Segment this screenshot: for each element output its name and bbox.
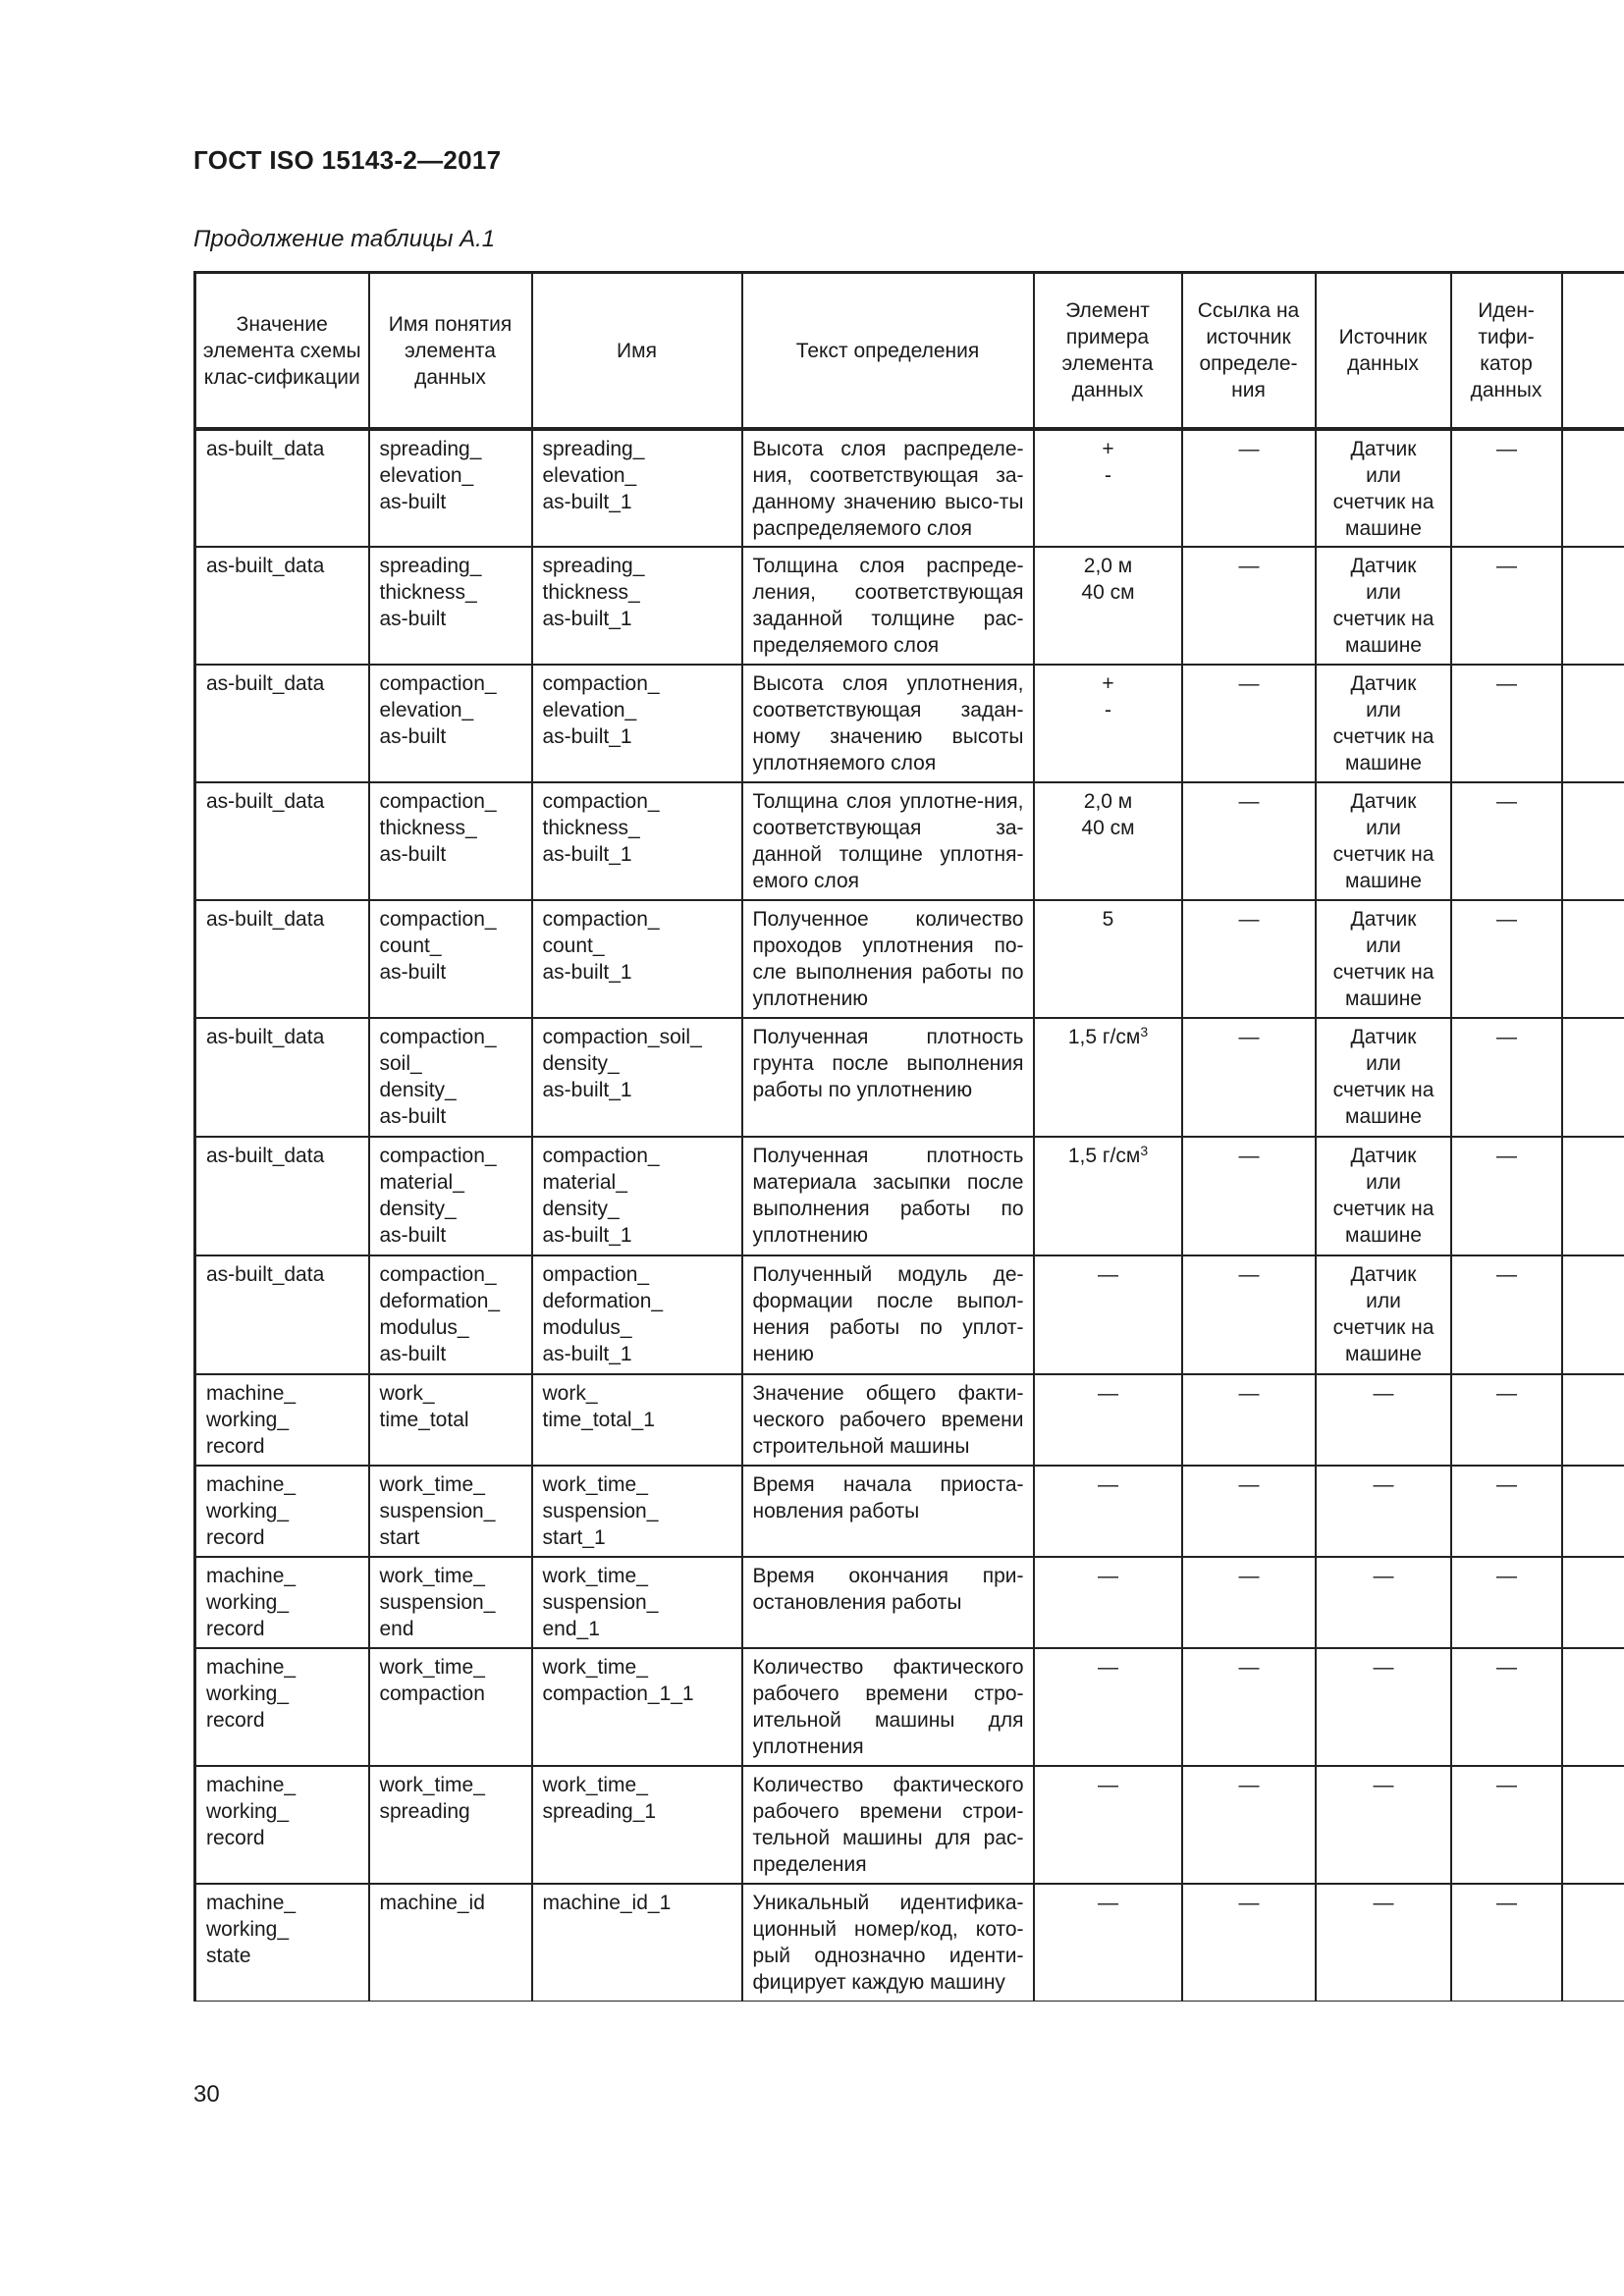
cell-concept-text: machine_id [379,1892,485,1914]
document-header: ГОСТ ISO 15143-2—2017 [193,145,502,175]
cell-extra [1562,1466,1624,1557]
cell-identifier [1451,1255,1562,1374]
cell-reference-text: — [1238,438,1260,460]
cell-concept [369,429,532,547]
cell-example [1034,1137,1182,1255]
cell-concept [369,1466,532,1557]
cell-example [1034,1557,1182,1648]
cell-source [1316,1255,1451,1374]
cell-concept [369,1374,532,1466]
header-example: Элемент примера элемента данных [1034,273,1182,430]
cell-source [1316,900,1451,1018]
cell-source-text: — [1373,1565,1394,1587]
cell-source [1316,782,1451,900]
cell-reference [1182,429,1316,547]
cell-extra [1562,1557,1624,1648]
cell-identifier [1451,1557,1562,1648]
cell-reference-text: — [1238,672,1260,695]
cell-extra [1562,547,1624,665]
cell-definition [742,547,1034,665]
cell-definition-text: Уникальный идентифика-ционный номер/код, кото-рый однозначно иденти-фицирует каждую машину [752,1892,1024,1994]
cell-reference [1182,1466,1316,1557]
cell-example [1034,1374,1182,1466]
cell-name [532,665,742,782]
table-row [195,1884,1624,2002]
table-row [195,900,1624,1018]
cell-name-text: compaction_ material_ density_ as-built_1 [542,1145,660,1247]
cell-definition [742,1466,1034,1557]
cell-example [1034,1018,1182,1137]
cell-schema [195,547,369,665]
cell-name-text: spreading_ thickness_ as-built_1 [542,555,645,630]
cell-source-text: Датчик или счетчик на машине [1332,1026,1435,1128]
cell-source [1316,547,1451,665]
table-row [195,1137,1624,1255]
cell-source [1316,1766,1451,1884]
cell-reference [1182,665,1316,782]
cell-reference [1182,1018,1316,1137]
cell-schema [195,1018,369,1137]
cell-name-text: spreading_ elevation_ as-built_1 [542,438,645,513]
cell-definition [742,1648,1034,1766]
cell-identifier-text: — [1496,438,1517,460]
cell-example [1034,1255,1182,1374]
cell-definition [742,1137,1034,1255]
cell-source-text: — [1373,1473,1394,1496]
cell-example [1034,665,1182,782]
cell-name [532,1766,742,1884]
header-definition: Текст определения [742,273,1034,430]
cell-identifier [1451,900,1562,1018]
cell-name [532,900,742,1018]
example-unit-superscript: 3 [1140,1024,1149,1040]
header-reference: Ссылка на источник определе-ния [1182,273,1316,430]
cell-schema-text: machine_ working_ record [206,1656,297,1732]
cell-reference [1182,782,1316,900]
cell-definition [742,782,1034,900]
cell-source-text: Датчик или счетчик на машине [1332,555,1435,657]
cell-definition-text: Толщина слоя уплотне-ния, соответствующая за-данной толщине уплотня-емого слоя [752,790,1024,892]
cell-identifier-text: — [1496,790,1517,813]
cell-schema-text: as-built_data [206,790,325,813]
cell-schema [195,1374,369,1466]
cell-name-text: compaction_ count_ as-built_1 [542,908,660,984]
cell-example-text: — [1098,1473,1118,1496]
cell-schema-text: machine_ working_ record [206,1565,297,1640]
table-caption: Продолжение таблицы А.1 [193,226,496,252]
cell-example [1034,1466,1182,1557]
cell-name-text: machine_id_1 [542,1892,672,1914]
cell-source [1316,1884,1451,2002]
cell-schema [195,1557,369,1648]
cell-name-text: work_ time_total_1 [542,1382,655,1431]
cell-reference-text: — [1238,1473,1260,1496]
cell-identifier [1451,429,1562,547]
cell-schema [195,429,369,547]
cell-example [1034,900,1182,1018]
table-row [195,1766,1624,1884]
cell-example-text: + - [1102,672,1114,721]
cell-extra [1562,782,1624,900]
cell-name [532,547,742,665]
cell-identifier [1451,1648,1562,1766]
cell-reference [1182,1374,1316,1466]
cell-definition [742,429,1034,547]
table-row [195,782,1624,900]
cell-concept-text: compaction_ soil_ density_ as-built [379,1026,497,1128]
table-row [195,547,1624,665]
cell-definition-text: Значение общего факти-ческого рабочего времени строительной машины [752,1382,1024,1458]
cell-reference-text: — [1238,908,1260,931]
cell-concept-text: work_time_ compaction [379,1656,485,1705]
cell-name-text: work_time_ suspension_ end_1 [542,1565,659,1640]
cell-source [1316,429,1451,547]
cell-reference [1182,1766,1316,1884]
cell-source [1316,665,1451,782]
cell-reference-text: — [1238,1565,1260,1587]
cell-definition-text: Полученная плотность грунта после выполнения работы по уплотнению [752,1026,1024,1101]
cell-schema [195,1884,369,2002]
cell-source [1316,1466,1451,1557]
cell-definition-text: Высота слоя распределе-ния, соответствующая за-данному значению высо-ты распределяемого слоя [752,438,1024,540]
cell-extra [1562,900,1624,1018]
cell-concept-text: work_time_ suspension_ start [379,1473,496,1549]
cell-concept [369,547,532,665]
cell-example [1034,1884,1182,2002]
cell-source [1316,1557,1451,1648]
header-identifier: Иден-тифи-катор данных [1451,273,1562,430]
cell-name [532,1557,742,1648]
cell-reference-text: — [1238,555,1260,577]
cell-identifier [1451,1884,1562,2002]
cell-extra [1562,1766,1624,1884]
cell-schema [195,1648,369,1766]
cell-identifier [1451,665,1562,782]
cell-concept [369,1137,532,1255]
cell-source [1316,1374,1451,1466]
cell-concept [369,1255,532,1374]
cell-concept-text: compaction_ count_ as-built [379,908,497,984]
cell-name [532,1018,742,1137]
cell-concept [369,1766,532,1884]
cell-source-text: Датчик или счетчик на машине [1332,1263,1435,1365]
cell-name-text: compaction_ elevation_ as-built_1 [542,672,660,748]
cell-concept-text: spreading_ elevation_ as-built [379,438,482,513]
cell-name [532,1466,742,1557]
cell-identifier-text: — [1496,1145,1517,1167]
cell-schema-text: machine_ working_ state [206,1892,297,1967]
cell-example-text: — [1098,1263,1118,1286]
table-row [195,429,1624,547]
cell-reference [1182,900,1316,1018]
table-row [195,665,1624,782]
cell-reference [1182,547,1316,665]
cell-source-text: Датчик или счетчик на машине [1332,1145,1435,1247]
cell-concept-text: compaction_ thickness_ as-built [379,790,497,866]
table-row [195,1018,1624,1137]
cell-source-text: Датчик или счетчик на машине [1332,908,1435,1010]
cell-source-text: — [1373,1892,1394,1914]
cell-source-text: — [1373,1382,1394,1405]
cell-definition [742,1766,1034,1884]
cell-definition [742,1557,1034,1648]
cell-example-text: — [1098,1656,1118,1679]
page-number: 30 [193,2081,220,2108]
cell-concept-text: spreading_ thickness_ as-built [379,555,482,630]
cell-reference-text: — [1238,1382,1260,1405]
cell-schema-text: as-built_data [206,908,325,931]
cell-identifier-text: — [1496,1026,1517,1048]
example-unit-superscript: 3 [1140,1143,1149,1158]
example-value: 1,5 г/см [1067,1145,1141,1167]
cell-identifier-text: — [1496,1382,1517,1405]
cell-schema [195,1466,369,1557]
table-row [195,1557,1624,1648]
cell-extra [1562,1018,1624,1137]
cell-identifier [1451,1137,1562,1255]
cell-name [532,1255,742,1374]
cell-concept [369,1648,532,1766]
cell-schema-text: as-built_data [206,438,325,460]
cell-extra [1562,1374,1624,1466]
table-row [195,1374,1624,1466]
cell-definition-text: Полученная плотность материала засыпки после выполнения работы по уплотнению [752,1145,1024,1247]
cell-extra [1562,1648,1624,1766]
cell-identifier-text: — [1496,672,1517,695]
cell-schema [195,665,369,782]
cell-concept-text: work_time_ suspension_ end [379,1565,496,1640]
cell-name-text: compaction_ thickness_ as-built_1 [542,790,660,866]
cell-concept-text: compaction_ deformation_ modulus_ as-built [379,1263,501,1365]
cell-schema-text: as-built_data [206,1263,325,1286]
cell-source-text: Датчик или счетчик на машине [1332,672,1435,774]
cell-identifier [1451,1018,1562,1137]
cell-reference [1182,1648,1316,1766]
cell-concept-text: compaction_ material_ density_ as-built [379,1145,497,1247]
cell-identifier-text: — [1496,1263,1517,1286]
cell-schema-text: machine_ working_ record [206,1774,297,1849]
cell-definition-text: Полученный модуль де-формации после выпол-нения работы по уплот-нению [752,1263,1024,1365]
cell-definition [742,1884,1034,2002]
cell-concept-text: work_ time_total [379,1382,469,1431]
cell-name-text: work_time_ suspension_ start_1 [542,1473,659,1549]
cell-schema-text: as-built_data [206,1145,325,1167]
cell-example-text: + - [1102,438,1114,487]
cell-identifier-text: — [1496,1892,1517,1914]
cell-reference [1182,1557,1316,1648]
cell-identifier [1451,1766,1562,1884]
cell-schema [195,900,369,1018]
header-extra-column [1562,273,1624,430]
cell-definition-text: Время начала приоста-новления работы [752,1473,1024,1522]
header-source: Источник данных [1316,273,1451,430]
cell-identifier-text: — [1496,1473,1517,1496]
cell-extra [1562,1137,1624,1255]
cell-definition-text: Полученное количество проходов уплотнения по-сле выполнения работы по уплотнению [752,908,1024,1010]
cell-definition [742,1018,1034,1137]
cell-concept [369,1884,532,2002]
cell-name [532,1884,742,2002]
cell-schema-text: machine_ working_ record [206,1473,297,1549]
cell-name [532,1648,742,1766]
header-schema: Значение элемента схемы клас-сификации [195,273,369,430]
cell-identifier-text: — [1496,1656,1517,1679]
cell-name [532,1137,742,1255]
cell-example [1034,782,1182,900]
cell-identifier [1451,1374,1562,1466]
table-header-row [195,273,1624,430]
cell-definition-text: Количество фактического рабочего времени стро-ительной машины для уплотнения [752,1656,1024,1758]
cell-name-text: ompaction_ deformation_ modulus_ as-built_1 [542,1263,664,1365]
cell-name-text: compaction_soil_ density_ as-built_1 [542,1026,702,1101]
cell-extra [1562,1255,1624,1374]
cell-schema [195,782,369,900]
cell-reference [1182,1137,1316,1255]
table-row [195,1466,1624,1557]
header-name: Имя [532,273,742,430]
cell-name-text: work_time_ compaction_1_1 [542,1656,694,1705]
cell-extra [1562,429,1624,547]
cell-example [1034,1648,1182,1766]
cell-schema [195,1255,369,1374]
cell-source-text: Датчик или счетчик на машине [1332,790,1435,892]
table-body [195,429,1624,2002]
cell-definition-text: Количество фактического рабочего времени строи-тельной машины для рас-пределения [752,1774,1024,1876]
cell-schema-text: as-built_data [206,672,325,695]
cell-name [532,1374,742,1466]
cell-identifier-text: — [1496,908,1517,931]
cell-reference [1182,1884,1316,2002]
cell-definition-text: Высота слоя уплотнения, соответствующая задан-ному значению высоты уплотняемого слоя [752,672,1024,774]
table-row [195,1648,1624,1766]
cell-source-text: Датчик или счетчик на машине [1332,438,1435,540]
cell-schema-text: as-built_data [206,555,325,577]
cell-example [1034,429,1182,547]
cell-definition [742,1374,1034,1466]
cell-extra [1562,665,1624,782]
cell-example-text: 5 [1102,908,1114,931]
cell-definition [742,665,1034,782]
cell-definition-text: Время окончания при-остановления работы [752,1565,1024,1614]
cell-schema-text: machine_ working_ record [206,1382,297,1458]
cell-schema [195,1766,369,1884]
cell-identifier-text: — [1496,555,1517,577]
cell-concept [369,782,532,900]
header-concept: Имя понятия элемента данных [369,273,532,430]
cell-example-text: 2,0 м 40 см [1081,790,1135,839]
cell-name [532,429,742,547]
cell-reference-text: — [1238,1263,1260,1286]
cell-reference-text: — [1238,1892,1260,1914]
cell-example [1034,1766,1182,1884]
cell-source [1316,1018,1451,1137]
cell-extra [1562,1884,1624,2002]
cell-reference-text: — [1238,1656,1260,1679]
cell-concept [369,1557,532,1648]
cell-concept [369,665,532,782]
cell-schema [195,1137,369,1255]
cell-definition-text: Толщина слоя распреде-ления, соответствующая заданной толщине рас-пределяемого слоя [752,555,1024,657]
cell-reference-text: — [1238,790,1260,813]
cell-example-text: — [1098,1774,1118,1796]
cell-reference-text: — [1238,1774,1260,1796]
cell-identifier-text: — [1496,1774,1517,1796]
cell-name [532,782,742,900]
cell-identifier-text: — [1496,1565,1517,1587]
cell-source-text: — [1373,1656,1394,1679]
cell-example [1034,547,1182,665]
cell-example-text: — [1098,1382,1118,1405]
cell-definition [742,900,1034,1018]
cell-definition [742,1255,1034,1374]
cell-identifier [1451,1466,1562,1557]
cell-name-text: work_time_ spreading_1 [542,1774,657,1823]
cell-concept-text: compaction_ elevation_ as-built [379,672,497,748]
cell-example-text: — [1098,1892,1118,1914]
cell-reference-text: — [1238,1145,1260,1167]
cell-source [1316,1648,1451,1766]
table-row [195,1255,1624,1374]
cell-identifier [1451,547,1562,665]
data-elements-table [193,271,1624,2002]
cell-example-text: — [1098,1565,1118,1587]
cell-schema-text: as-built_data [206,1026,325,1048]
table-container [193,271,1624,2002]
cell-source [1316,1137,1451,1255]
example-value: 1,5 г/см [1067,1026,1141,1048]
cell-reference [1182,1255,1316,1374]
cell-source-text: — [1373,1774,1394,1796]
cell-reference-text: — [1238,1026,1260,1048]
cell-example-text: 2,0 м 40 см [1081,555,1135,604]
cell-identifier [1451,782,1562,900]
cell-concept-text: work_time_ spreading [379,1774,485,1823]
cell-concept [369,900,532,1018]
cell-concept [369,1018,532,1137]
